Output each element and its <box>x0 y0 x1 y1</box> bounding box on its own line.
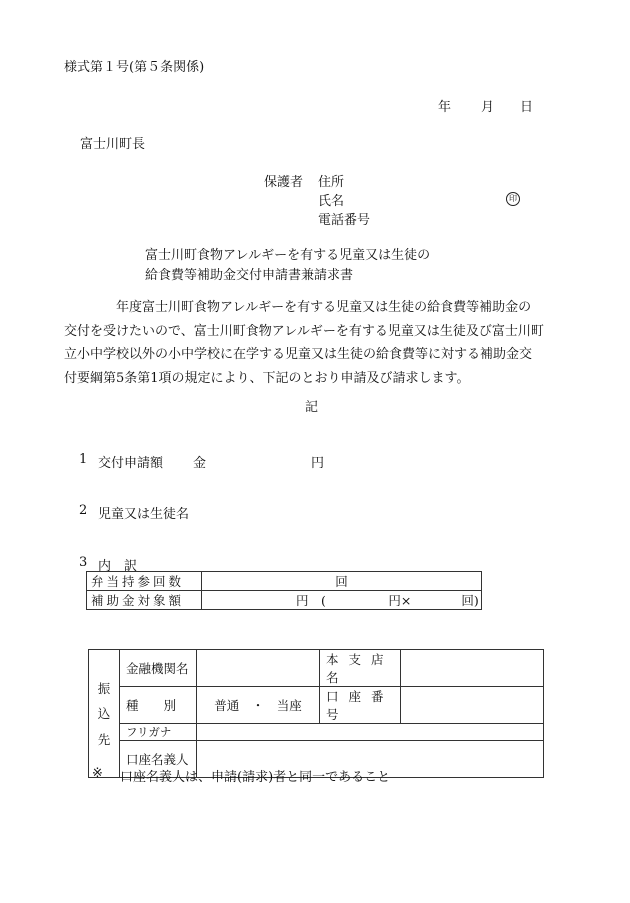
phone-label: 電話番号 <box>318 213 371 228</box>
table-row <box>89 687 544 724</box>
account-holder-label: 口座名義人 <box>120 741 197 778</box>
account-number-label: 口 座 番 号 <box>320 687 401 724</box>
breakdown-row1-value: 回 <box>202 572 482 591</box>
account-type-label: 種 別 <box>120 687 197 724</box>
table-row <box>89 724 544 741</box>
transfer-destination-header <box>89 650 120 778</box>
table-row <box>87 591 482 610</box>
guardian-label: 保護者 <box>264 175 304 190</box>
item2-label: 児童又は生徒名 <box>98 507 190 522</box>
item1-number: 1 <box>79 452 88 467</box>
address-label: 住所 <box>318 175 345 190</box>
table-row <box>87 572 482 591</box>
seal-text: 印 <box>506 192 520 206</box>
body-line1: 年度富士川町食物アレルギーを有する児童又は生徒の給食費等補助金の <box>116 300 532 315</box>
header-char: 先 <box>97 731 111 747</box>
header-char: 込 <box>97 706 111 722</box>
bank-name-field <box>197 650 320 687</box>
item1-label: 交付申請額 <box>98 456 164 471</box>
branch-label: 本 支 店 名 <box>320 650 401 687</box>
breakdown-row1-label: 弁当持参回数 <box>87 572 202 591</box>
note-mark: ※ <box>92 766 103 781</box>
title-line2: 給食費等補助金交付申請書兼請求書 <box>145 268 354 283</box>
note-text: 口座名義人は、申請(請求)者と同一であること <box>120 770 391 785</box>
item1-kin: 金 <box>193 456 207 471</box>
table-row <box>89 650 544 687</box>
ki-heading: 記 <box>305 400 319 415</box>
breakdown-row2-value: 円 ( 円× 回) <box>202 591 482 610</box>
item1-yen: 円 <box>311 456 325 471</box>
body-paragraph <box>64 296 564 390</box>
name-label: 氏名 <box>318 194 345 209</box>
body-line2: 交付を受けたいので、富士川町食物アレルギーを有する児童又は生徒及び富士川町 <box>64 323 544 339</box>
date-month: 月 <box>481 100 495 115</box>
item2-number: 2 <box>79 503 88 518</box>
breakdown-row2-label: 補助金対象額 <box>87 591 202 610</box>
item3-label: 内 訳 <box>98 559 138 574</box>
header-char: 振 <box>97 680 111 696</box>
title-line1: 富士川町食物アレルギーを有する児童又は生徒の <box>145 248 431 263</box>
form-number: 様式第１号(第５条関係) <box>64 60 205 75</box>
body-line4: 付要綱第5条第1項の規定により、下記のとおり申請及び請求します。 <box>64 370 470 386</box>
account-type-options: 普通 ・ 当座 <box>197 687 320 724</box>
account-number-field <box>401 687 544 724</box>
bank-table <box>88 649 544 778</box>
furigana-field <box>197 724 544 741</box>
furigana-label: フリガナ <box>120 724 197 741</box>
item3-number: 3 <box>79 555 88 570</box>
addressee: 富士川町長 <box>80 137 146 152</box>
branch-field <box>401 650 544 687</box>
breakdown-table <box>86 571 482 610</box>
body-line3: 立小中学校以外の小中学校に在学する児童又は生徒の給食費等に対する補助金交 <box>64 347 533 362</box>
date-year: 年 <box>438 100 452 115</box>
bank-name-label: 金融機関名 <box>120 650 197 687</box>
seal-mark <box>506 190 520 206</box>
date-day: 日 <box>520 100 534 115</box>
